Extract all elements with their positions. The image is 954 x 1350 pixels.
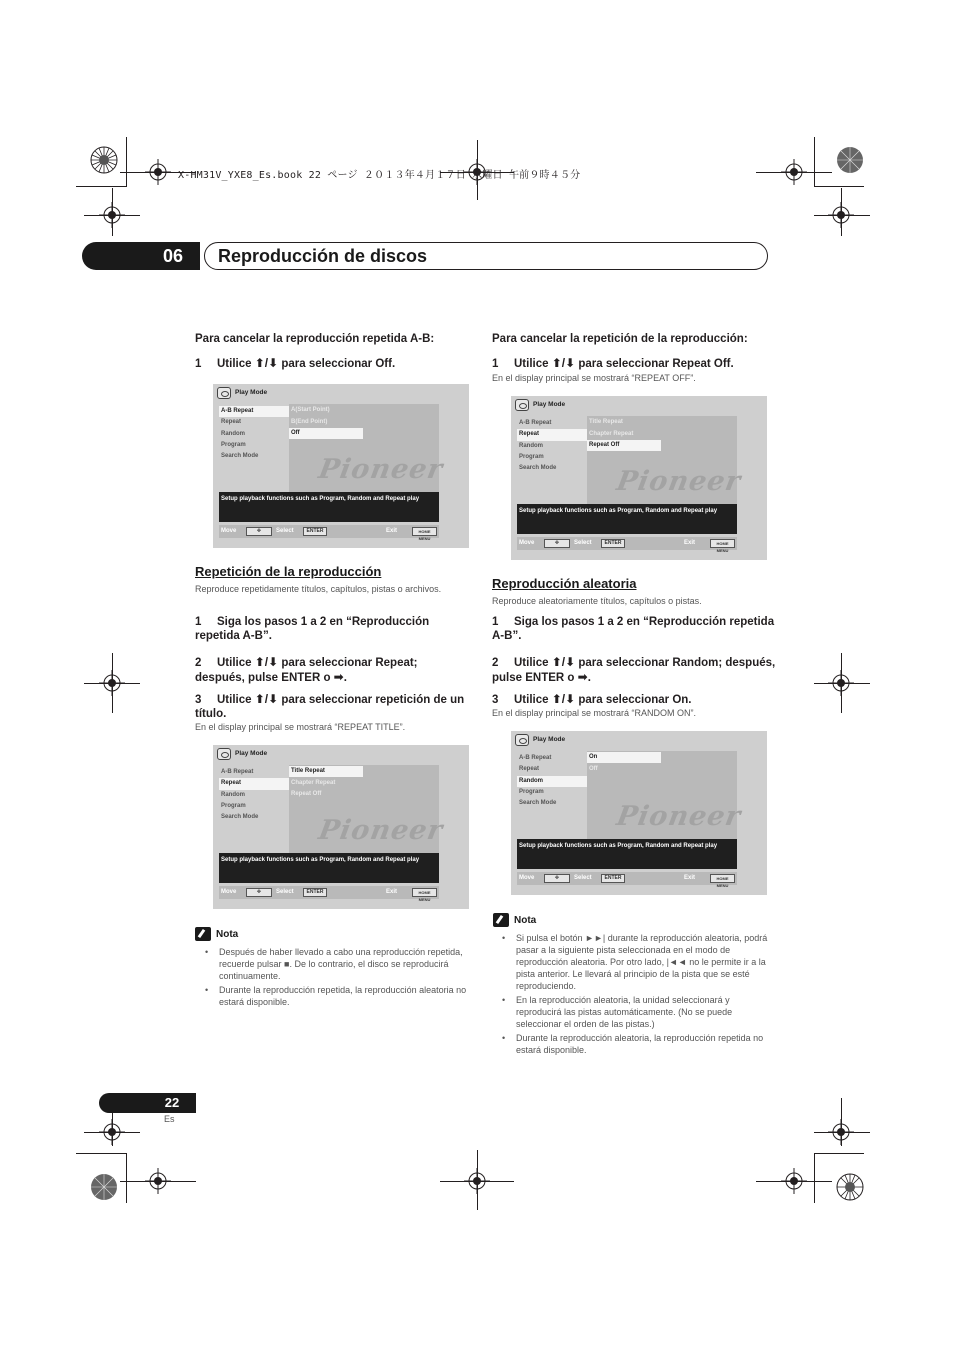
pioneer-logo: Pioneer bbox=[316, 815, 446, 846]
chapter-title: Reproducción de discos bbox=[218, 246, 428, 266]
home-menu-key: HOME MENU bbox=[412, 888, 437, 897]
random-step-2: 2 Utilice ⬆/⬇ para seleccionar Random; después, pulse ENTER o ➡. bbox=[492, 655, 776, 684]
osd-menu-item: A-B Repeat bbox=[519, 420, 552, 426]
osd-select-label: Select bbox=[276, 528, 294, 534]
osd-menu bbox=[517, 753, 587, 809]
osd-submenu-area bbox=[587, 416, 744, 506]
note-item: • Durante la reproducción repetida, la reproducción aleatoria no estará disponible. bbox=[197, 984, 472, 1008]
osd-description: Setup playback functions such as Program, Random and Repeat play bbox=[219, 853, 439, 883]
repeat-step-1: 1 Siga los pasos 1 a 2 en “Reproducción repetida A-B”. bbox=[195, 616, 430, 642]
osd-title: Play Mode bbox=[533, 401, 566, 408]
note-list-right bbox=[494, 932, 772, 1058]
up-down-arrow-icon: ⬆/⬇ bbox=[551, 356, 576, 370]
registration-mark-icon bbox=[781, 159, 807, 185]
repeat-step-3-note: En el display principal se mostrará “REPEAT TITLE”. bbox=[195, 722, 406, 732]
osd-footer bbox=[219, 886, 439, 902]
note-item: • Si pulsa el botón ►►| durante la reproducción aleatoria, podrá pasar a la siguiente pista seleccionada en el modo de reproducción aleatoria. Por otro lado, |◄◄ no le permite ir a la pista anterior. Le llevará al principio de la pista que se esté reproduciendo. bbox=[494, 932, 772, 992]
home-menu-key: HOME MENU bbox=[710, 539, 735, 548]
section-title-random: Reproducción aleatoria bbox=[492, 576, 637, 591]
up-down-arrow-icon: ⬆/⬇ bbox=[551, 655, 576, 669]
random-step-1: 1 Siga los pasos 1 a 2 en “Reproducción repetida A-B”. bbox=[492, 616, 775, 642]
registration-mark-icon bbox=[99, 1119, 125, 1145]
osd-menu-item: Search Mode bbox=[221, 453, 259, 460]
registration-mark-icon bbox=[464, 1168, 490, 1194]
osd-move-label: Move bbox=[519, 540, 535, 546]
registration-mark-icon bbox=[781, 1168, 807, 1194]
right-arrow-icon: ➡ bbox=[333, 670, 344, 684]
chapter-number: 06 bbox=[162, 246, 184, 266]
osd-footer bbox=[517, 872, 737, 888]
page-language: Es bbox=[164, 1114, 175, 1124]
play-mode-icon bbox=[217, 748, 231, 760]
osd-submenu-item: A(Start Point) bbox=[291, 407, 330, 413]
move-arrows-icon: ✥ bbox=[544, 539, 570, 548]
registration-mark-icon bbox=[99, 670, 125, 696]
osd-screenshot-repeat-off bbox=[511, 396, 767, 560]
osd-submenu-area bbox=[289, 404, 446, 494]
osd-menu-item: A-B Repeat bbox=[219, 406, 289, 417]
osd-exit-label: Exit bbox=[386, 889, 398, 895]
osd-move-label: Move bbox=[221, 528, 237, 534]
enter-key: ENTER bbox=[303, 527, 327, 536]
registration-mark-icon bbox=[145, 1168, 171, 1194]
random-step-3-note: En el display principal se mostrará “RANDOM ON”. bbox=[492, 708, 697, 718]
osd-menu-item: Program bbox=[519, 453, 544, 460]
osd-screenshot-title-repeat bbox=[213, 745, 469, 909]
osd-menu-item: Random bbox=[517, 776, 587, 787]
osd-menu-item: Repeat bbox=[219, 778, 289, 789]
osd-description: Setup playback functions such as Program, Random and Repeat play bbox=[517, 504, 737, 534]
osd-submenu-item: Chapter Repeat bbox=[291, 779, 336, 786]
cancel-repeat-note: En el display principal se mostrará “REPEAT OFF”. bbox=[492, 373, 696, 383]
osd-screenshot-random-on bbox=[511, 731, 767, 895]
up-down-arrow-icon: ⬆/⬇ bbox=[254, 655, 279, 669]
osd-title: Play Mode bbox=[533, 736, 566, 743]
note-item: • En la reproducción aleatoria, la unidad seleccionará y reproducirá las pistas automáticamente. (No se puede seleccionar el orden de las pistas.) bbox=[494, 994, 772, 1030]
osd-menu-item: Program bbox=[519, 788, 544, 795]
home-menu-key: HOME MENU bbox=[412, 527, 437, 536]
osd-menu-item: Program bbox=[221, 802, 246, 809]
up-down-arrow-icon: ⬆/⬇ bbox=[254, 692, 279, 706]
move-arrows-icon: ✥ bbox=[246, 527, 272, 536]
up-down-arrow-icon: ⬆/⬇ bbox=[551, 692, 576, 706]
color-target-icon bbox=[836, 1173, 864, 1201]
osd-footer bbox=[219, 525, 439, 541]
pioneer-logo: Pioneer bbox=[316, 454, 446, 485]
registration-mark-icon bbox=[145, 159, 171, 185]
section-desc-repeat: Reproduce repetidamente títulos, capítulos, pistas o archivos. bbox=[195, 584, 442, 594]
osd-footer bbox=[517, 537, 737, 553]
osd-menu-item: Program bbox=[221, 441, 246, 448]
osd-submenu-item: Title Repeat bbox=[589, 419, 623, 425]
note-icon bbox=[195, 927, 211, 941]
osd-title: Play Mode bbox=[235, 750, 268, 757]
osd-title: Play Mode bbox=[235, 389, 268, 396]
print-header: X-HM31V_YXE8_Es.book 22 ページ ２０１３年４月１７日 水曜日 午前９時４５分 bbox=[178, 170, 581, 181]
move-arrows-icon: ✥ bbox=[246, 888, 272, 897]
osd-submenu-item: B(End Point) bbox=[291, 418, 328, 425]
osd-submenu-item: Repeat Off bbox=[291, 791, 322, 797]
osd-menu-item: Random bbox=[519, 442, 543, 449]
osd-menu-item: A-B Repeat bbox=[221, 769, 254, 775]
registration-mark-icon bbox=[99, 202, 125, 228]
osd-menu bbox=[517, 418, 587, 474]
osd-menu-item: Repeat bbox=[221, 419, 242, 426]
note-title-left: Nota bbox=[216, 929, 239, 940]
osd-exit-label: Exit bbox=[386, 528, 398, 534]
cancel-repeat-heading: Para cancelar la repetición de la reproducción: bbox=[492, 333, 748, 345]
section-desc-random: Reproduce aleatoriamente títulos, capítulos o pistas. bbox=[492, 596, 702, 606]
osd-description: Setup playback functions such as Program, Random and Repeat play bbox=[219, 492, 439, 522]
page-number: 22 bbox=[164, 1095, 180, 1110]
section-title-repeat: Repetición de la reproducción bbox=[195, 564, 382, 579]
pioneer-logo: Pioneer bbox=[614, 466, 744, 497]
osd-submenu-item: Repeat Off bbox=[587, 440, 661, 451]
osd-submenu-item: Title Repeat bbox=[289, 766, 363, 777]
osd-select-label: Select bbox=[574, 875, 592, 881]
play-mode-icon bbox=[515, 734, 529, 746]
osd-select-label: Select bbox=[276, 889, 294, 895]
pioneer-logo: Pioneer bbox=[614, 801, 744, 832]
color-target-icon bbox=[836, 146, 864, 174]
osd-submenu-item: On bbox=[587, 752, 661, 763]
osd-screenshot-ab-off bbox=[213, 384, 469, 548]
osd-menu-item: Repeat bbox=[517, 429, 587, 440]
osd-menu-item: A-B Repeat bbox=[519, 755, 552, 761]
osd-select-label: Select bbox=[574, 540, 592, 546]
cancel-repeat-step: 1 Utilice ⬆/⬇ para seleccionar Repeat Off. bbox=[492, 356, 734, 370]
cancel-ab-heading: Para cancelar la reproducción repetida A-B: bbox=[195, 333, 435, 345]
enter-key: ENTER bbox=[303, 888, 327, 897]
note-list-left bbox=[197, 946, 472, 1010]
osd-menu-item: Random bbox=[221, 791, 245, 798]
osd-submenu-item: Off bbox=[289, 428, 363, 439]
repeat-step-3: 3 Utilice ⬆/⬇ para seleccionar repetición de un título. bbox=[195, 692, 465, 720]
color-target-icon bbox=[90, 1173, 118, 1201]
registration-mark-icon bbox=[828, 1119, 854, 1145]
osd-move-label: Move bbox=[221, 889, 237, 895]
play-mode-icon bbox=[515, 399, 529, 411]
osd-description: Setup playback functions such as Program, Random and Repeat play bbox=[517, 839, 737, 869]
osd-menu bbox=[219, 767, 289, 823]
enter-key: ENTER bbox=[601, 539, 625, 548]
osd-menu-item: Search Mode bbox=[519, 800, 557, 807]
repeat-step-2: 2 Utilice ⬆/⬇ para seleccionar Repeat; después, pulse ENTER o ➡. bbox=[195, 655, 418, 684]
osd-submenu-item: Chapter Repeat bbox=[589, 430, 634, 437]
right-arrow-icon: ➡ bbox=[577, 670, 588, 684]
osd-submenu-item: Off bbox=[589, 765, 598, 772]
up-down-arrow-icon: ⬆/⬇ bbox=[254, 356, 279, 370]
note-icon bbox=[493, 913, 509, 927]
osd-menu-item: Search Mode bbox=[221, 814, 259, 821]
random-step-3: 3 Utilice ⬆/⬇ para seleccionar On. bbox=[492, 692, 692, 706]
enter-key: ENTER bbox=[601, 874, 625, 883]
play-mode-icon bbox=[217, 387, 231, 399]
osd-menu-item: Repeat bbox=[519, 766, 540, 773]
note-item: • Después de haber llevado a cabo una reproducción repetida, recuerde pulsar ■. De lo contrario, el disco se reproducirá continuamente. bbox=[197, 946, 472, 982]
note-item: • Durante la reproducción aleatoria, la reproducción repetida no estará disponible. bbox=[494, 1032, 772, 1056]
cancel-ab-step: 1 Utilice ⬆/⬇ para seleccionar Off. bbox=[195, 356, 396, 370]
note-title-right: Nota bbox=[514, 915, 537, 926]
osd-submenu-area bbox=[587, 751, 744, 841]
move-arrows-icon: ✥ bbox=[544, 874, 570, 883]
osd-exit-label: Exit bbox=[684, 540, 696, 546]
registration-mark-icon bbox=[828, 202, 854, 228]
home-menu-key: HOME MENU bbox=[710, 874, 735, 883]
osd-exit-label: Exit bbox=[684, 875, 696, 881]
osd-menu bbox=[219, 406, 289, 462]
osd-move-label: Move bbox=[519, 875, 535, 881]
registration-mark-icon bbox=[828, 670, 854, 696]
osd-menu-item: Random bbox=[221, 430, 245, 437]
osd-submenu-area bbox=[289, 765, 446, 855]
osd-menu-item: Search Mode bbox=[519, 465, 557, 472]
color-target-icon bbox=[90, 146, 118, 174]
